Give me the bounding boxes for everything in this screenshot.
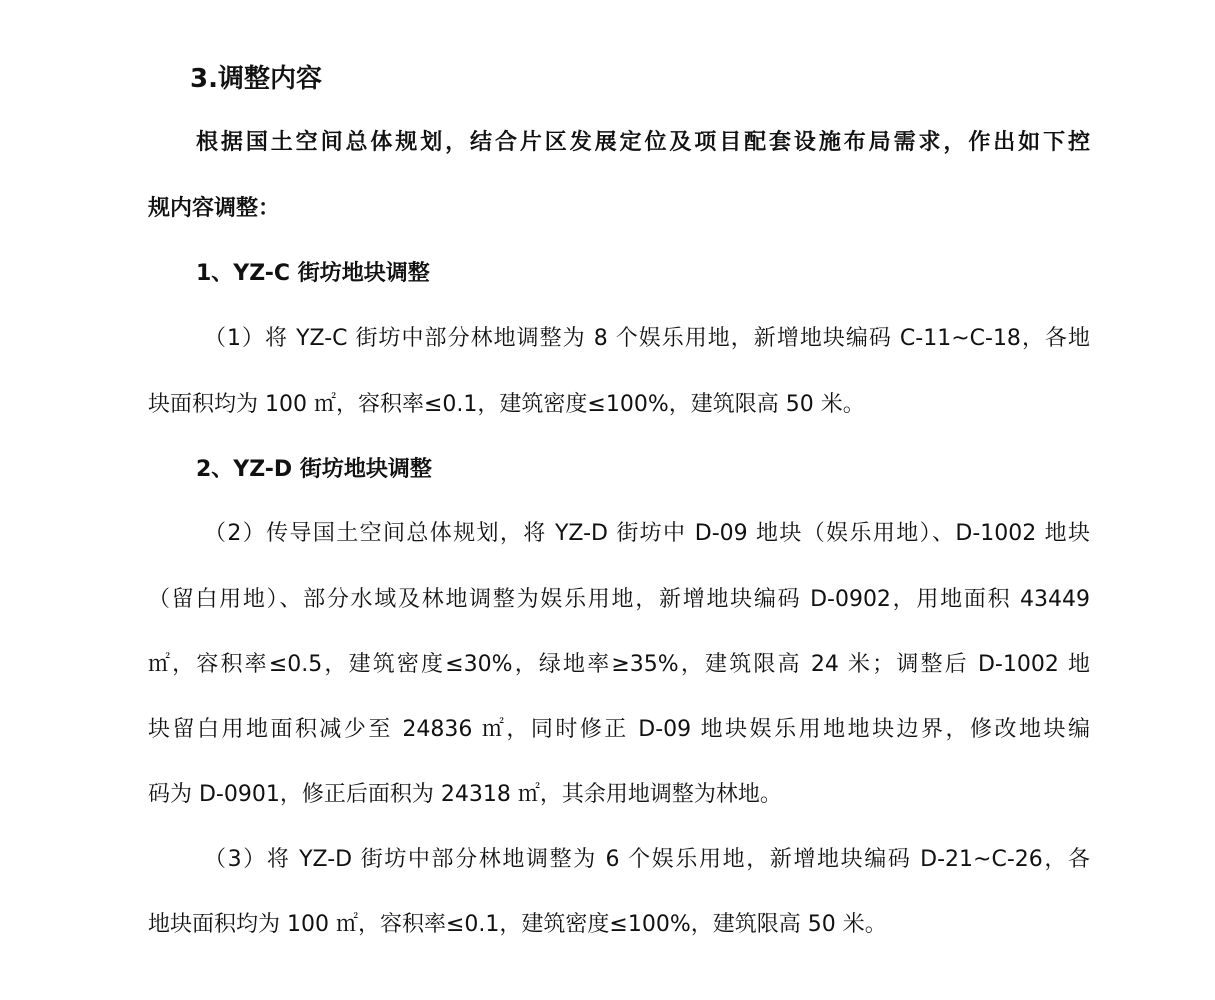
item-1-line-1: （1）将 YZ-C 街坊中部分林地调整为 8 个娱乐用地，新增地块编码 C-11~C-18，各地 [204,326,1090,351]
intro-line-1: 根据国土空间总体规划，结合片区发展定位及项目配套设施布局需求，作出如下控 [196,130,1090,155]
item-2-line-3: ㎡，容积率≤0.5，建筑密度≤30%，绿地率≥35%，建筑限高 24 米；调整后 D-1002 地 [148,652,1090,677]
item-2-line-4: 块留白用地面积减少至 24836 ㎡，同时修正 D-09 地块娱乐用地地块边界，修改地块编 [148,717,1090,742]
item-2-line-5: 码为 D-0901，修正后面积为 24318 ㎡，其余用地调整为林地。 [148,782,782,807]
item-1-line-2: 块面积均为 100 ㎡，容积率≤0.1，建筑密度≤100%，建筑限高 50 米。 [148,392,865,417]
subsection-title-yz-c: 1、YZ-C 街坊地块调整 [196,261,430,286]
item-2-line-2: （留白用地）、部分水域及林地调整为娱乐用地，新增地块编码 D-0902，用地面积 43449 [148,587,1090,612]
item-2-line-1: （2）传导国土空间总体规划，将 YZ-D 街坊中 D-09 地块（娱乐用地）、D-1002 地块 [204,521,1090,546]
intro-line-2: 规内容调整： [148,196,281,221]
item-3-line-1: （3）将 YZ-D 街坊中部分林地调整为 6 个娱乐用地，新增地块编码 D-21~C-26，各 [204,847,1090,872]
section-title: 3.调整内容 [190,64,322,94]
item-3-line-2: 地块面积均为 100 ㎡，容积率≤0.1，建筑密度≤100%，建筑限高 50 米。 [148,912,887,937]
subsection-title-yz-d: 2、YZ-D 街坊地块调整 [196,457,432,482]
